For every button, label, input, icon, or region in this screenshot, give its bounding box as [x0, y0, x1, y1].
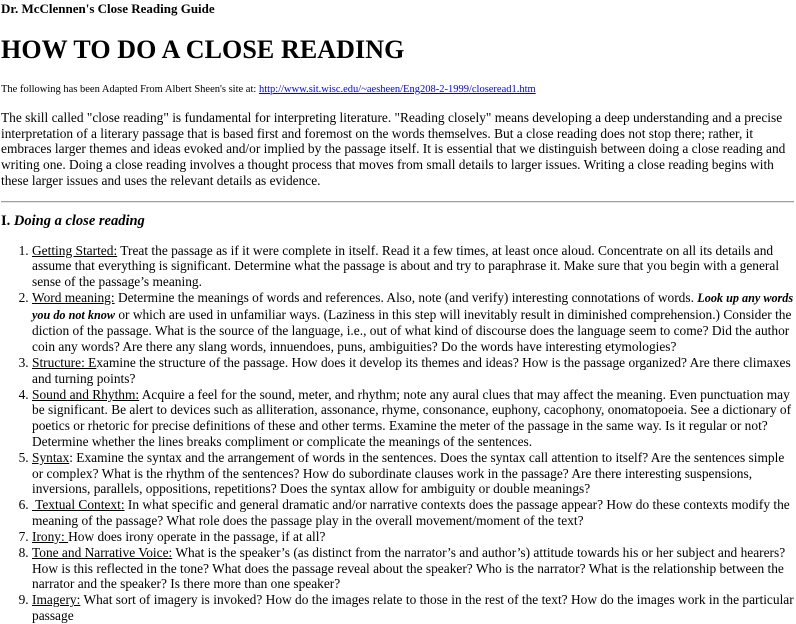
item-term: Irony:: [32, 528, 69, 544]
list-item: [32, 497, 794, 528]
source-text: The following has been Adapted From Albert Sheen's site at:: [1, 84, 259, 95]
list-item: [32, 243, 794, 290]
list-item: [32, 592, 794, 623]
site-title: Dr. McClennen's Close Reading Guide: [1, 1, 215, 16]
item-term: Imagery:: [32, 592, 81, 608]
list-item: [32, 450, 794, 497]
list-item: [32, 290, 794, 355]
item-text: What is the speaker’s (as distinct from the narrator’s and author’s) attitude towards his or her subject and hearers? How is this reflected in the tone? What does the passage reveal about the speaker? Who is the narrator? What is the relationship between the narrator and the speaker? Is there more than one speaker?: [32, 544, 786, 592]
item-term: Structure: E: [32, 355, 97, 371]
item-term: Textual Context:: [32, 497, 125, 513]
section-heading: [1, 213, 794, 230]
item-term: Tone and Narrative Voice:: [32, 544, 173, 560]
item-term: Sound and Rhythm:: [32, 386, 140, 402]
item-emphasis: Look up any words you do not know: [32, 290, 794, 322]
page-title: HOW TO DO A CLOSE READING: [1, 35, 405, 64]
item-term: Syntax: [32, 449, 70, 465]
section-title: Doing a close reading: [13, 212, 145, 229]
list-item: [32, 387, 794, 450]
item-text: How does irony operate in the passage, if at all?: [68, 528, 326, 544]
item-text: Determine the meanings of words and references. Also, note (and verify) interesting connotations of words.: [114, 289, 698, 305]
item-text: Treat the passage as if it were complete in itself. Read it a few times, at least once aloud. Concentrate on all its details and assume that everything is significant. Determine what the passage is about and try to paraphrase it. Make sure that you begin with a general sense of the passage’s meaning.: [32, 242, 780, 289]
source-line: [1, 84, 794, 96]
steps-list: [1, 243, 794, 624]
item-term: Getting Started:: [32, 242, 118, 258]
item-text: Acquire a feel for the sound, meter, and rhythm; note any aural clues that may affect the meaning. Even punctuation may be significant. Be alert to devices such as alliteration, assonance, rhyme, consonance, euphony, cacophony, onomatopoeia. See a dictionary of poetics or rhetoric for precise definitions of these and other terms. Examine the meter of the passage in the same way. Is it regular or not? Determine whether the lines breaks compliment or complicate the meanings of the sentences.: [32, 386, 792, 449]
section-numeral: I.: [1, 212, 11, 229]
item-text-after: or which are used in unfamiliar ways. (Laziness in this step will inevitably result in diminished comprehension.) Consider the diction of the passage. What is the source of the language, i.e., out of what kind of discourse does the language seem to come? Did the author coin any words? Are there any slang words, innuendoes, puns, ambiguities? Do the words have interesting etymologies?: [32, 306, 792, 355]
item-text: What sort of imagery is invoked? How do the images relate to those in the rest of the text? How do the images work in the particular passage: [32, 592, 794, 624]
list-item: [32, 545, 794, 592]
intro-paragraph: The skill called "close reading" is fundamental for interpreting literature. "Reading closely" means developing a deep understanding and a precise interpretation of a literary passage that is based first and foremost on the words themselves. But a close reading does not stop there; rather, it embraces larger themes and ideas evoked and/or implied by the passage itself. It is essential that we distinguish between doing a close reading and writing one. Doing a close reading involves a thought process that moves from small details to larger issues. Writing a close reading begins with these larger issues and uses the relevant details as evidence.: [1, 110, 786, 188]
list-item: [32, 355, 794, 386]
item-text: In what specific and general dramatic and/or narrative contexts does the passage appear? How do these contexts modify the meaning of the passage? What role does the passage play in the overall movement/moment of the text?: [32, 497, 790, 528]
item-text: : Examine the syntax and the arrangement of words in the sentences. Does the syntax call attention to itself? Are the sentences simple or complex? What is the rhythm of the sentences? How do subordinate clauses work in the passage? Are there interesting suspensions, inversions, parallels, oppositions, repetitions? Does the syntax allow for ambiguity or double meanings?: [32, 449, 785, 497]
section-divider: [1, 201, 794, 203]
source-link[interactable]: http://www.sit.wisc.edu/~aesheen/Eng208-2-1999/closeread1.htm: [258, 84, 536, 95]
item-term: Word meaning:: [32, 289, 115, 305]
list-item: [32, 529, 794, 545]
item-text: xamine the structure of the passage. How does it develop its themes and ideas? How is the passage organized? Are there climaxes and turning points?: [32, 355, 791, 386]
